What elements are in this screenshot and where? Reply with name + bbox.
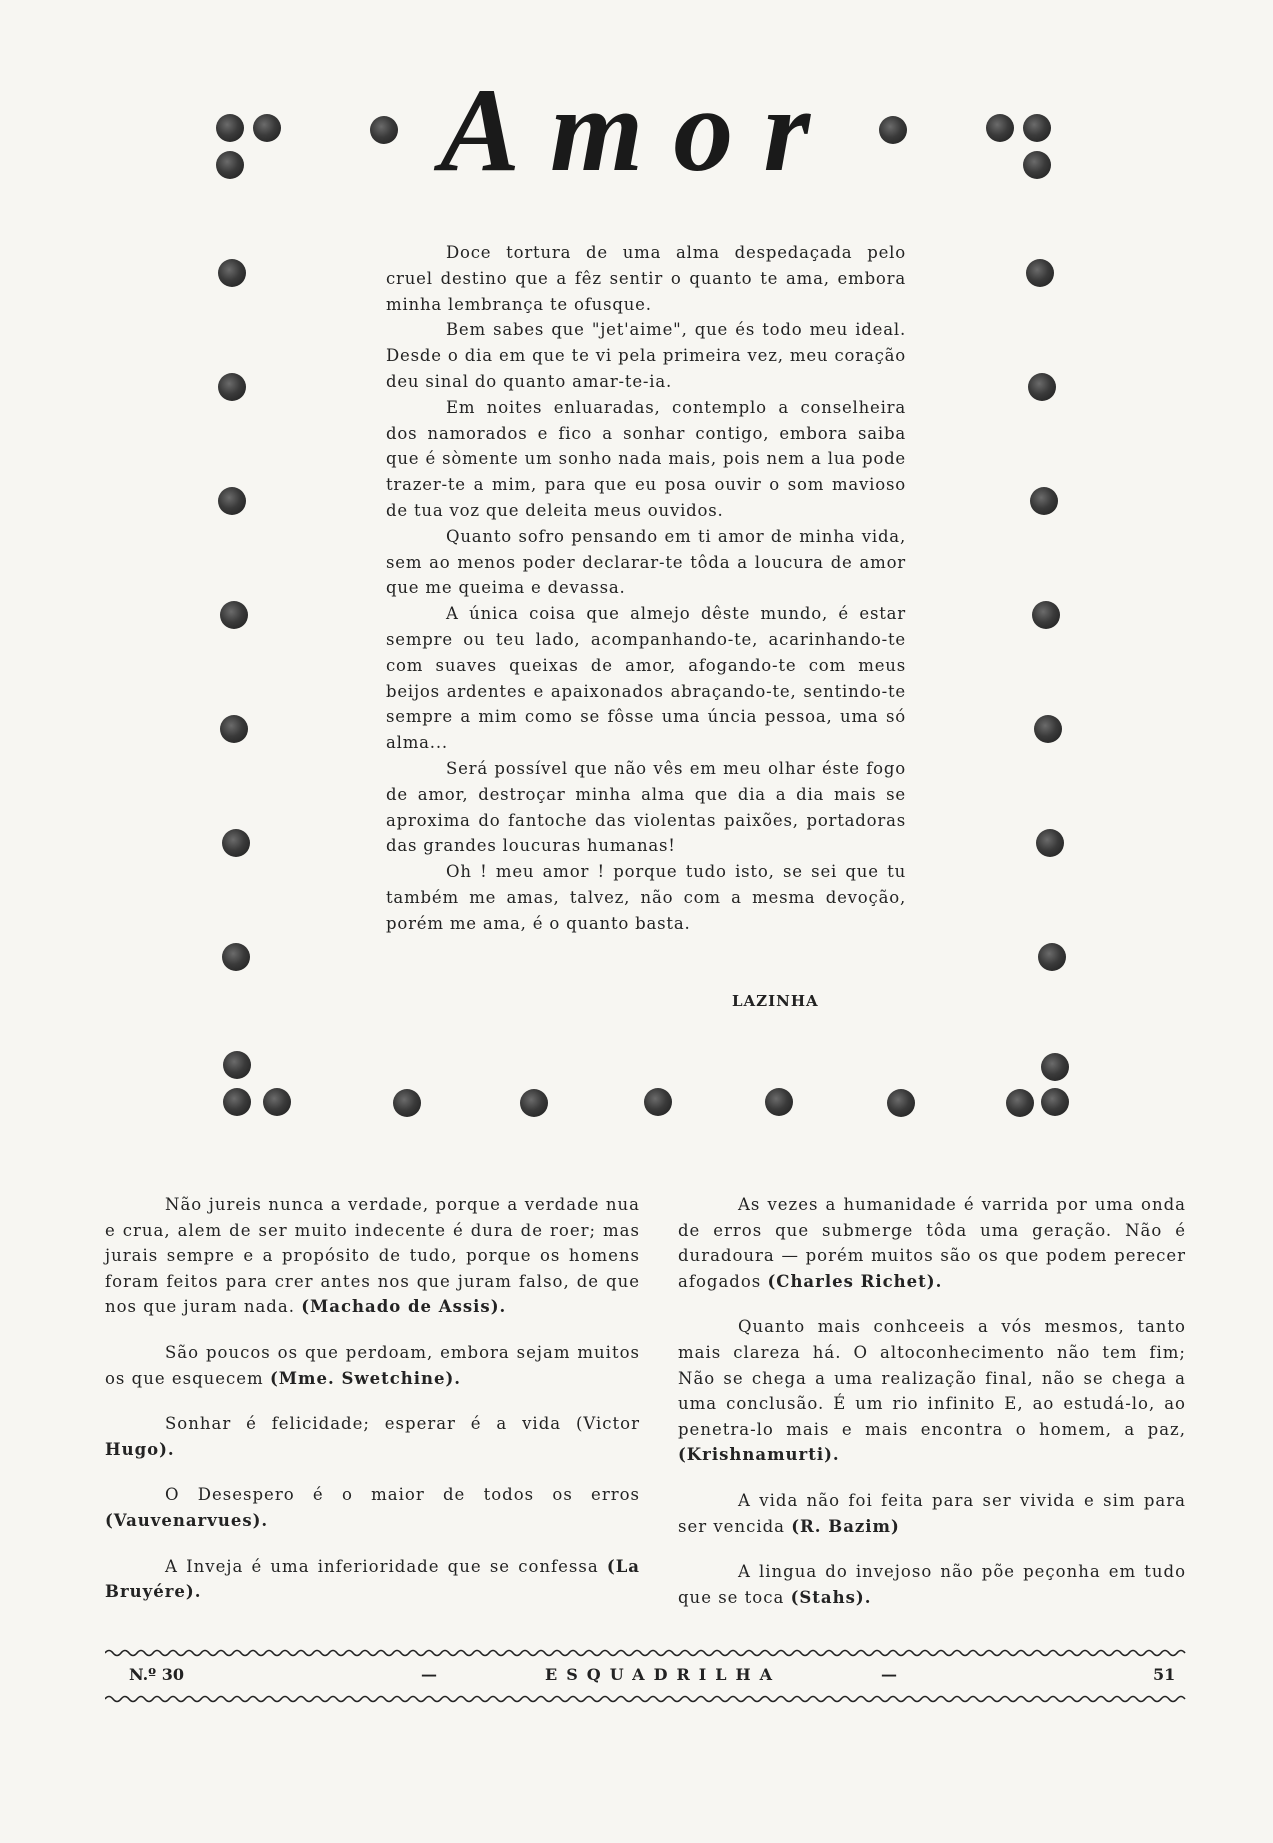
poem-paragraph: Quanto sofro pensando em ti amor de minha vida, sem ao menos poder declarar-te tôda a loucura de amor que me queima e devassa. (386, 526, 906, 598)
border-dot (1032, 601, 1060, 629)
quotes-left-column (105, 1192, 640, 1625)
border-dot (1036, 829, 1064, 857)
border-dot (1028, 373, 1056, 401)
border-dot (223, 1051, 251, 1079)
quote-text: A vida não foi feita para ser vivida e sim para ser vencida (678, 1490, 1186, 1536)
poem-paragraph: A única coisa que almejo dêste mundo, é estar sempre ou teu lado, acompanhando-te, acarinhando-te com suaves queixas de amor, afogando-te com meus beijos ardentes e apaixonados abraçando-te, sentindo-te sempre a mim como se fôsse uma úncia pessoa, uma só alma... (386, 604, 906, 753)
poem-signature: LAZINHA (732, 992, 819, 1010)
poem-paragraph: Bem sabes que "jet'aime", que és todo meu ideal. Desde o dia em que te vi pela primeira vez, meu coração deu sinal do quanto amar-te-ia. (386, 320, 906, 391)
border-dot (1006, 1089, 1034, 1117)
quote (678, 1314, 1186, 1468)
wavy-rule-top (105, 1648, 1190, 1658)
border-dot (216, 114, 244, 142)
page-title: Amor (439, 63, 841, 196)
border-dot (1023, 151, 1051, 179)
poem-body (386, 240, 906, 937)
border-dot (216, 151, 244, 179)
quote-text: Não jureis nunca a verdade, porque a verdade nua e crua, alem de ser muito indecente é dura de roer; mas jurais sempre e a propósito de tudo, porque os homens foram feitos para crer antes nos que juram falso, de que nos que juram nada. (105, 1195, 640, 1317)
border-dot (393, 1089, 421, 1117)
border-dot (220, 715, 248, 743)
border-dot (879, 116, 907, 144)
quote-author: (Krishnamurti). (678, 1445, 840, 1465)
wavy-rule-bottom (105, 1694, 1190, 1704)
footer-dash: — (881, 1665, 897, 1684)
border-dot (1026, 259, 1054, 287)
quote-author: (Machado de Assis). (301, 1297, 507, 1317)
quote-author: (R. Bazim) (791, 1516, 900, 1536)
quote-author: Hugo). (105, 1439, 175, 1459)
quote (678, 1559, 1186, 1610)
border-dot (223, 1088, 251, 1116)
quote (678, 1192, 1186, 1294)
page-number: 51 (1153, 1665, 1176, 1684)
poem-paragraph: Oh ! meu amor ! porque tudo isto, se sei que tu também me amas, talvez, não com a mesma devoção, porém me ama, é o quanto basta. (386, 862, 906, 933)
quote-author: (Mme. Swetchine). (269, 1368, 462, 1388)
issue-number: N.º 30 (129, 1665, 185, 1684)
border-dot (1034, 715, 1062, 743)
quotes-right-column (678, 1192, 1186, 1630)
poem-paragraph: Em noites enluaradas, contemplo a conselheira dos namorados e fico a sonhar contigo, embora saiba que é sòmente um sonho nada mais, pois nem a lua pode trazer-te a mim, para que eu posa ouvir o som mavioso de tua voz que deleita meus ouvidos. (386, 397, 906, 520)
quote-text: A Inveja é uma inferioridade que se confessa (165, 1556, 599, 1576)
quote (105, 1192, 640, 1320)
quote-text: Quanto mais conhceeis a vós mesmos, tanto mais clareza há. O altoconhecimento não tem fim; Não se chega a uma realização final, não se chega a uma conclusão. É um rio infinito E, ao estudá-lo, ao penetra-lo mais e mais encontra o homem, a paz, (678, 1317, 1186, 1439)
poem-paragraph: Será possível que não vês em meu olhar éste fogo de amor, destroçar minha alma que dia a dia mais se aproxima do fantoche das violentas paixões, portadoras das grandes loucuras humanas! (386, 758, 906, 856)
quote (105, 1411, 640, 1462)
quote (678, 1488, 1186, 1539)
poem-paragraph: Doce tortura de uma alma despedaçada pelo cruel destino que a fêz sentir o quanto te ama, embora minha lembrança te ofusque. (386, 243, 906, 314)
border-dot (1030, 487, 1058, 515)
border-dot (222, 943, 250, 971)
border-dot (218, 487, 246, 515)
border-dot (986, 114, 1014, 142)
magazine-name: ESQUADRILHA (545, 1665, 781, 1684)
quote (105, 1482, 640, 1533)
quote-text: Sonhar é felicidade; esperar é a vida (Victor (165, 1414, 640, 1434)
border-dot (370, 116, 398, 144)
quote-author: (Vauvenarvues). (105, 1510, 269, 1530)
page-footer (105, 1665, 1190, 1689)
border-dot (520, 1089, 548, 1117)
border-dot (765, 1088, 793, 1116)
border-dot (1023, 114, 1051, 142)
quote-text: A lingua do invejoso não põe peçonha em tudo que se toca (678, 1562, 1186, 1607)
quote-text: O Desespero é o maior de todos os erros (165, 1485, 640, 1505)
quote-author: (Stahs). (790, 1587, 872, 1607)
border-dot (1038, 943, 1066, 971)
quote (105, 1554, 640, 1605)
footer-dash: — (421, 1665, 437, 1684)
quote-author: (La Bruyére). (105, 1556, 640, 1602)
border-dot (220, 601, 248, 629)
border-dot (644, 1088, 672, 1116)
border-dot (222, 829, 250, 857)
border-dot (887, 1089, 915, 1117)
quote (105, 1340, 640, 1391)
border-dot (1041, 1053, 1069, 1081)
border-dot (1041, 1088, 1069, 1116)
quote-text: As vezes a humanidade é varrida por uma onda de erros que submerge tôda uma geração. Não é duradoura — porém muitos são os que podem perecer afogados (678, 1195, 1186, 1291)
border-dot (253, 114, 281, 142)
quote-author: (Charles Richet). (767, 1271, 943, 1291)
border-dot (218, 259, 246, 287)
border-dot (263, 1088, 291, 1116)
quote-text: São poucos os que perdoam, embora sejam muitos os que esquecem (105, 1342, 640, 1388)
border-dot (218, 373, 246, 401)
